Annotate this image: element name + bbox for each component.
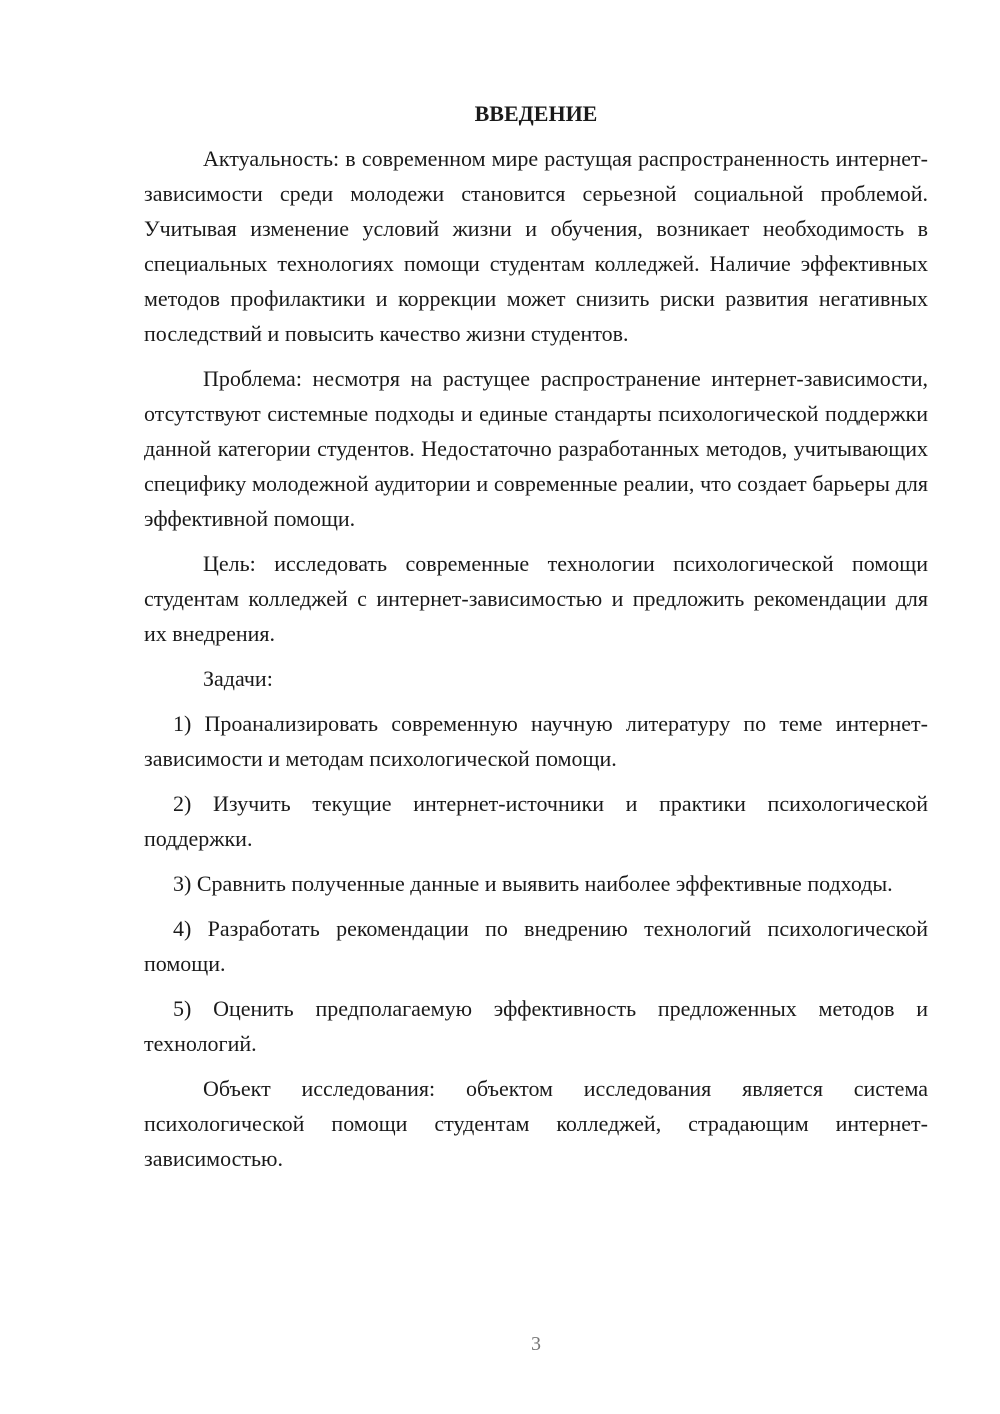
tasks-heading: Задачи:	[203, 666, 273, 691]
paragraph-object: Объект исследования: объектом исследования является система психологической помощи студентам колледжей, страдающим интернет-зависимостью.	[144, 1076, 928, 1171]
task-item-5: 5) Оценить предполагаемую эффективность предложенных методов и технологий.	[144, 996, 928, 1056]
task-item-2: 2) Изучить текущие интернет-источники и практики психологической поддержки.	[144, 791, 928, 851]
paragraph-problem: Проблема: несмотря на растущее распространение интернет-зависимости, отсутствуют системные подходы и единые стандарты психологической поддержки данной категории студентов. Недостаточно разработанных методов, учитывающих специфику молодежной аудитории и современные реалии, что создает барьеры для эффективной помощи.	[144, 366, 928, 531]
page-number: 3	[531, 1333, 541, 1355]
task-item-4: 4) Разработать рекомендации по внедрению технологий психологической помощи.	[144, 916, 928, 976]
paragraph-relevance: Актуальность: в современном мире растущая распространенность интернет-зависимости среди молодежи становится серьезной социальной проблемой. Учитывая изменение условий жизни и обучения, возникает необходимость в специальных технологиях помощи студентам колледжей. Наличие эффективных методов профилактики и коррекции может снизить риски развития негативных последствий и повысить качество жизни студентов.	[144, 146, 928, 346]
task-item-3: 3) Сравнить полученные данные и выявить наиболее эффективные подходы.	[173, 871, 893, 896]
page-content	[144, 96, 928, 1186]
paragraph-goal: Цель: исследовать современные технологии психологической помощи студентам колледжей с интернет-зависимостью и предложить рекомендации для их внедрения.	[144, 551, 928, 646]
section-title: ВВЕДЕНИЕ	[474, 101, 598, 126]
task-item-1: 1) Проанализировать современную научную литературу по теме интернет-зависимости и методам психологической помощи.	[144, 711, 928, 771]
